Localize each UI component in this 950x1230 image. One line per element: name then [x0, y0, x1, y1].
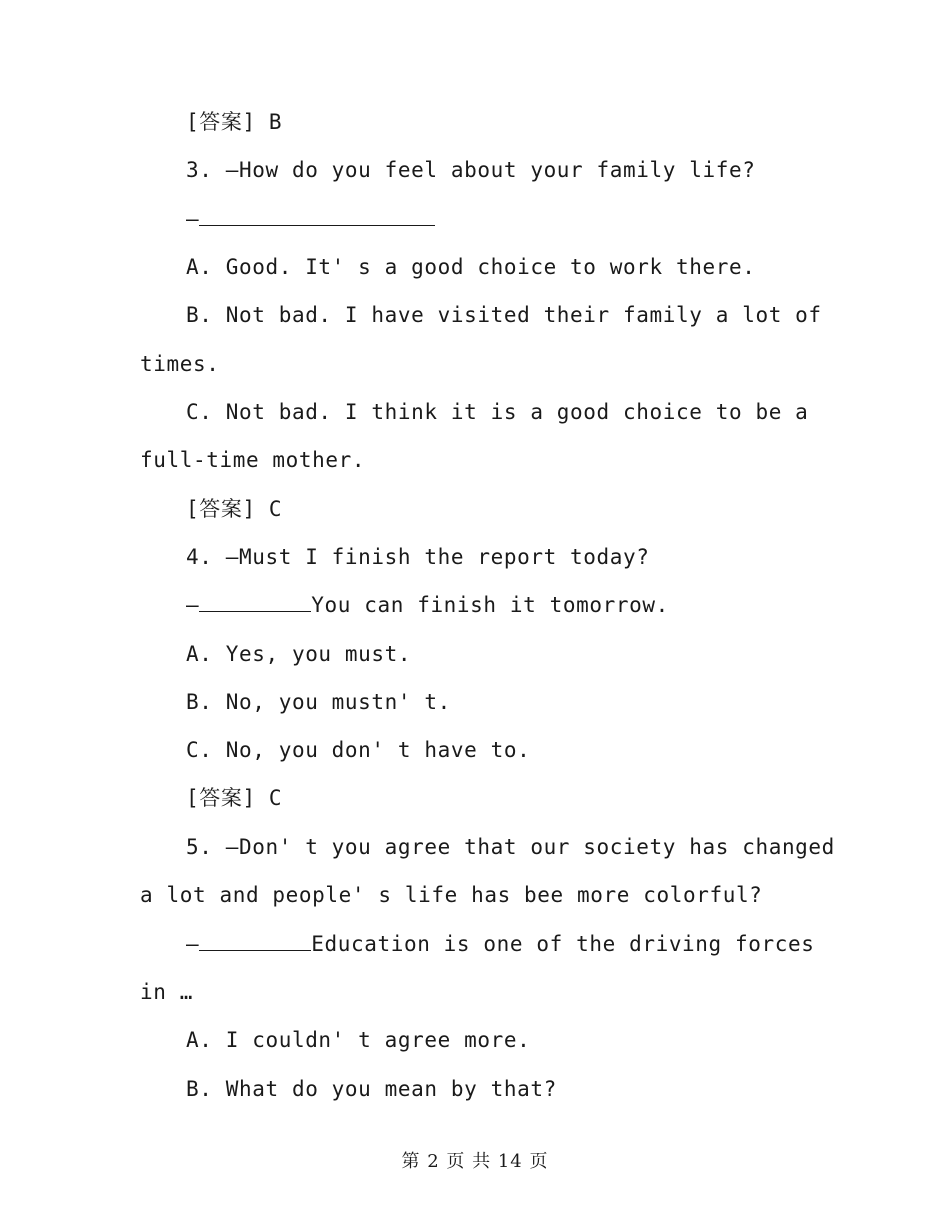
- dash: —: [186, 207, 200, 231]
- page-number-footer: 第 2 页 共 14 页: [401, 1151, 549, 1172]
- question-5-response-continued: in …: [140, 980, 193, 1004]
- question-3-option-c-continued: full-time mother.: [140, 448, 366, 472]
- question-3-option-b: B. Not bad. I have visited their family a lot of: [186, 303, 822, 327]
- question-3-option-b-continued: times.: [140, 352, 220, 376]
- question-3-response-blank: [186, 205, 435, 233]
- question-4-option-a: A. Yes, you must.: [186, 642, 412, 666]
- response-text: You can finish it tomorrow.: [311, 593, 669, 617]
- question-4-response: [186, 591, 669, 619]
- question-5-stem: 5. —Don' t you agree that our society has changed: [186, 835, 835, 859]
- question-3-stem: 3. —How do you feel about your family life?: [186, 158, 756, 182]
- question-5-option-b: B. What do you mean by that?: [186, 1077, 557, 1101]
- question-5-stem-continued: a lot and people' s life has bee more colorful?: [140, 883, 763, 907]
- dash: —: [186, 932, 200, 956]
- fill-in-blank: [199, 591, 311, 612]
- answer-label-q4: [答案] C: [186, 786, 283, 810]
- response-text: Education is one of the driving forces: [311, 932, 815, 956]
- fill-in-blank: [199, 205, 435, 226]
- question-3-option-c: C. Not bad. I think it is a good choice to be a: [186, 400, 809, 424]
- answer-label-q2: [答案] B: [186, 110, 283, 134]
- question-4-option-c: C. No, you don' t have to.: [186, 738, 531, 762]
- question-4-stem: 4. —Must I finish the report today?: [186, 545, 650, 569]
- fill-in-blank: [199, 930, 311, 951]
- dash: —: [186, 593, 200, 617]
- question-4-option-b: B. No, you mustn' t.: [186, 690, 451, 714]
- question-5-response: [186, 930, 815, 958]
- question-5-option-a: A. I couldn' t agree more.: [186, 1028, 531, 1052]
- question-3-option-a: A. Good. It' s a good choice to work there.: [186, 255, 756, 279]
- answer-label-q3: [答案] C: [186, 497, 283, 521]
